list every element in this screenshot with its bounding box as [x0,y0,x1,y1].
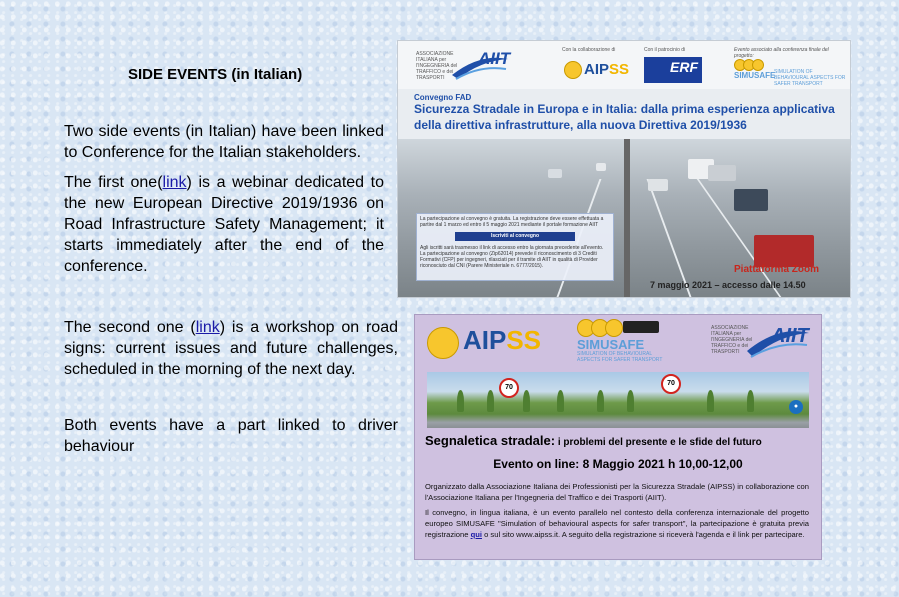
workshop-date: Evento on line: 8 Maggio 2021 h 10,00-12,00 [493,457,743,471]
first-event-text-after: ) is a webinar dedicated to the new European Directive 2019/1936 on Road Infrastructure Safety Management; it starts immediately after the end of the conference. [64,174,384,275]
aipss-sun-icon [427,327,459,359]
workshop-body-1: Organizzato dalla Associazione Italiana dei Professionisti per la Sicurezza Stradale (AIPSS) in collaborazione con l'Associazione Italiana per l'Ingegneria del Traffico e dei Trasporti (AIIT). [425,482,809,502]
workshop-body-2: Il convegno, in lingua italiana, è un evento parallelo nel contesto della conferenza internazionale del progetto europeo SIMUSAFE "Simulation of behavioural aspects for safer transport", la partecipazione è gratuita previa registrazione qui o sul sito www.aipss.it. A seguito della registrazione si riceverà l'agenda e il link per partecipare. [425,508,809,539]
bicycle-sign-icon: ● [789,400,803,414]
aiit-logo: AIIT [478,49,511,68]
register-here-link[interactable]: qui [470,530,482,539]
webinar-headline: Sicurezza Stradale in Europa e in Italia: dalla prima esperienza applicativa della direttiva infrastrutture, alla nuova Direttiva 2019/1936 [414,102,835,132]
simusafe-face-icon [605,319,623,337]
aiit-assoc-text: ASSOCIAZIONE ITALIANA per l'INGEGNERIA del TRAFFICO e dei TRASPORTI [711,325,753,355]
road-stripe-icon [623,321,659,333]
registration-info-box [416,213,614,281]
intro-paragraph: Two side events (in Italian) have been linked to Conference for the Italian stakeholders. [64,123,384,161]
webinar-date: 7 maggio 2021 – accesso dalle 14.50 [650,280,806,290]
patrocinio-label: Con il patrocinio di [644,47,686,53]
workshop-description [425,481,809,544]
collab-label: Con la collaborazione di [562,47,616,53]
second-event-text-before: The second one ( [64,319,196,336]
road-signs-photo [427,372,809,428]
first-event-paragraph [64,172,384,277]
registration-info-bottom: Agli iscritti sarà trasmesso il link di accesso entro la giornata precedente all'evento. La partecipazione al convegno (Zip62014) prevede il riconoscimento di 3 Crediti Formativi (CFP) per ingegneri, rilasciati per il tramite di AIIT in qualità di Provider riconosciuto dal CNI (Parere Ministeriale n. 6777/2015). [420,245,604,269]
simusafe-logo: SIMUSAFE [734,71,776,80]
register-button[interactable]: Iscriviti al convegno [455,232,575,241]
erf-logo: ERF [670,59,698,75]
second-event-text-after: ) is a workshop on road signs: current issues and future challenges, scheduled in the morning of the next day. [64,319,398,378]
first-event-link[interactable]: link [162,174,187,191]
aipss-logo: AIPSS [584,61,630,78]
evento-associato-label: Evento associato alla conferenza finale del progetto: [734,47,829,59]
aiit-logo: AIIT [771,325,809,347]
simusafe-face-icon [752,59,764,71]
aiit-assoc-text: ASSOCIAZIONE ITALIANA per l'INGEGNERIA del TRAFFICO e dei TRASPORTI [416,51,458,81]
speed-limit-sign-icon: 70 [499,378,519,398]
workshop-title: Segnaletica stradale: i problemi del presente e le sfide del futuro [425,433,762,448]
second-event-link[interactable]: link [195,319,220,336]
webinar-flyer[interactable] [397,40,851,298]
second-event-paragraph [64,317,398,380]
aipss-logo: AIPSS [463,325,542,355]
simusafe-logo: SIMUSAFE [577,337,645,352]
section-title: SIDE EVENTS (in Italian) [128,66,303,83]
zoom-platform-label: Piattaforma Zoom [734,264,820,275]
speed-limit-sign-icon: 70 [661,374,681,394]
simusafe-subtitle: SIMULATION OF BEHAVIOURAL ASPECTS FOR SAFER TRANSPORT [577,351,663,363]
driver-behaviour-paragraph: Both events have a part linked to driver behaviour [64,417,398,455]
simusafe-subtitle: SIMULATION OF BEHAVIOURAL ASPECTS FOR SAFER TRANSPORT [774,69,846,87]
first-event-text-before: The first one( [64,174,163,191]
convegno-label: Convegno FAD [414,93,472,102]
registration-info-top: La partecipazione al convegno è gratuita. La registrazione deve essere effettuata a partire dal 1 marzo ed entro il 5 maggio 2021 mediante il portale formazione AIIT [420,216,604,228]
flyer1-logo-bar [398,41,850,89]
aipss-sun-icon [564,61,582,79]
workshop-flyer[interactable] [414,314,822,560]
